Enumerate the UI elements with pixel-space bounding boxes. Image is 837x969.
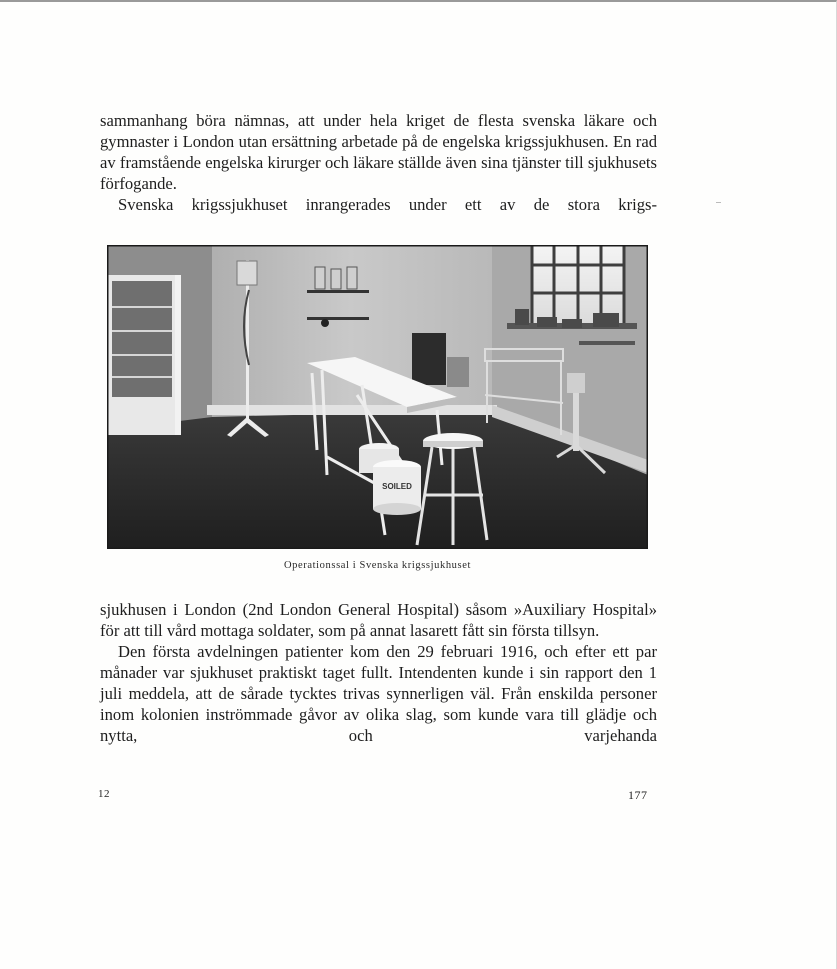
signature-mark: 12 [98, 788, 110, 800]
body-text-top [100, 110, 657, 215]
paragraph-4: Den första avdelningen patienter kom den 29 februari 1916, och efter ett par månader var sjukhuset praktiskt taget fullt. Intendenten kunde i sin rapport den 1 juli meddela, att de sårade tycktes trivas synnerligen väl. Från enskilda personer inom kolonien inströmmade gåvor av olika slag, som kunde vara till glädje och nytta, och varjehanda [100, 642, 657, 745]
bucket-label: SOILED [382, 482, 412, 491]
operating-room-photo [107, 245, 648, 549]
paragraph-2: Svenska krigssjukhuset inrangerades under ett av de stora krigs- [118, 195, 657, 214]
page-number: 177 [628, 788, 648, 802]
body-text-bottom [100, 599, 657, 746]
print-speck [716, 202, 721, 203]
photo-caption: Operationssal i Svenska krigssjukhuset [284, 560, 471, 571]
paragraph-1: sammanhang böra nämnas, att under hela kriget de flesta svenska läkare och gymnaster i London utan ersättning arbetade på de engelska krigssjukhusen. En rad av framstående engelska kirurger och läkare ställde även sina tjänster till sjukhusets förfogande. [100, 111, 657, 193]
paragraph-3: sjukhusen i London (2nd London General Hospital) såsom »Auxiliary Hospital» för att till vård mottaga soldater, som på annat lasarett fått sin första tillsyn. [100, 600, 657, 640]
